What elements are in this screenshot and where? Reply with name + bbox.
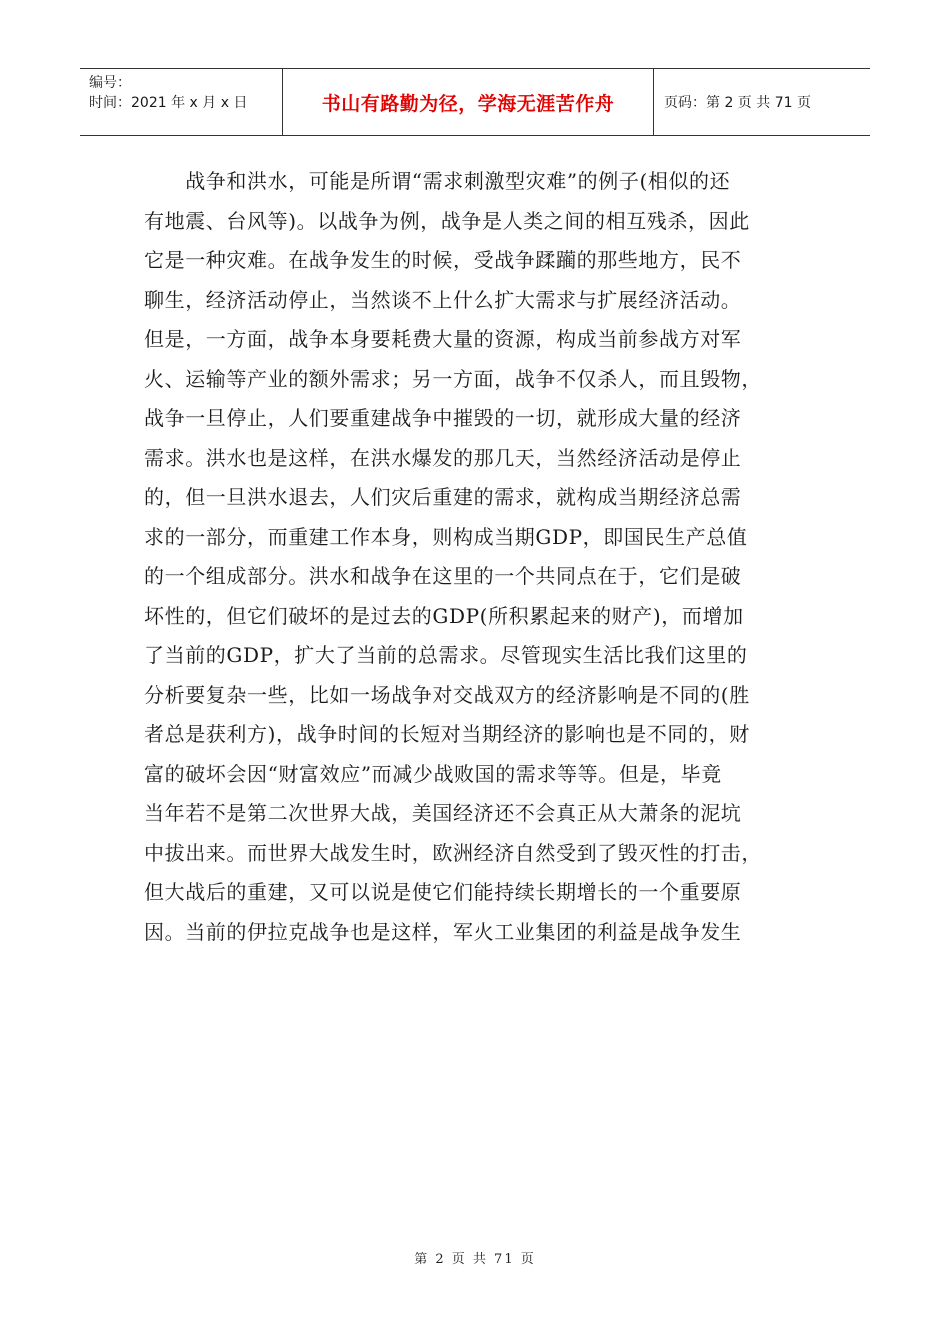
body-line: 火、运输等产业的额外需求；另一方面，战争不仅杀人，而且毁物， bbox=[144, 366, 762, 391]
body-line: 但大战后的重建，又可以说是使它们能持续长期增长的一个重要原 bbox=[144, 880, 742, 904]
body-line: 当年若不是第二次世界大战，美国经济还不会真正从大萧条的泥坑 bbox=[144, 801, 742, 825]
document-number-label: 编号： bbox=[89, 75, 131, 91]
body-line: 求的一部分，而重建工作本身，则构成当期GDP，即国民生产总值 bbox=[144, 524, 748, 549]
body-line: 有地震、台风等)。以战争为例，战争是人类之间的相互残杀，因此 bbox=[144, 208, 750, 233]
body-line: 它是一种灾难。在战争发生的时候，受战争蹂躏的那些地方，民不 bbox=[144, 248, 742, 272]
document-body bbox=[144, 162, 806, 952]
body-line: 聊生，经济活动停止，当然谈不上什么扩大需求与扩展经济活动。 bbox=[144, 287, 742, 312]
body-line: 的一个组成部分。洪水和战争在这里的一个共同点在于，它们是破 bbox=[144, 564, 742, 588]
body-line: 了当前的GDP，扩大了当前的总需求。尽管现实生活比我们这里的 bbox=[144, 643, 748, 667]
body-line: 中拔出来。而世界大战发生时，欧洲经济自然受到了毁灭性的打击， bbox=[144, 840, 762, 865]
document-header bbox=[80, 68, 870, 136]
document-time-label: 时间：2021 年 x 月 x 日 bbox=[89, 95, 248, 111]
body-line: 战争一旦停止，人们要重建战争中摧毁的一切，就形成大量的经济 bbox=[144, 406, 742, 430]
header-meta-cell bbox=[80, 69, 283, 135]
footer-page-number: 第 2 页 共 71 页 bbox=[414, 1252, 536, 1267]
page-footer bbox=[0, 1248, 950, 1267]
body-line: 因。当前的伊拉克战争也是这样，军火工业集团的利益是战争发生 bbox=[144, 919, 742, 944]
body-line: 者总是获利方)，战争时间的长短对当期经济的影响也是不同的，财 bbox=[144, 722, 750, 746]
header-motto-cell bbox=[283, 69, 654, 135]
body-line: 分析要复杂一些，比如一场战争对交战双方的经济影响是不同的(胜 bbox=[144, 682, 750, 707]
header-page-cell bbox=[654, 69, 870, 135]
body-line: 但是，一方面，战争本身要耗费大量的资源，构成当前参战方对军 bbox=[144, 327, 742, 351]
body-line: 战争和洪水，可能是所谓“需求刺激型灾难”的例子(相似的还 bbox=[144, 169, 731, 193]
body-line: 富的破坏会因“财富效应”而减少战败国的需求等等。但是，毕竟 bbox=[144, 761, 722, 786]
body-line: 坏性的，但它们破坏的是过去的GDP(所积累起来的财产)，而增加 bbox=[144, 603, 744, 628]
body-line: 需求。洪水也是这样，在洪水爆发的那几天，当然经济活动是停止 bbox=[144, 445, 742, 470]
body-line: 的，但一旦洪水退去，人们灾后重建的需求，就构成当期经济总需 bbox=[144, 485, 742, 509]
header-page-info: 页码：第 2 页 共 71 页 bbox=[664, 95, 811, 111]
header-motto: 书山有路勤为径，学海无涯苦作舟 bbox=[321, 92, 615, 115]
